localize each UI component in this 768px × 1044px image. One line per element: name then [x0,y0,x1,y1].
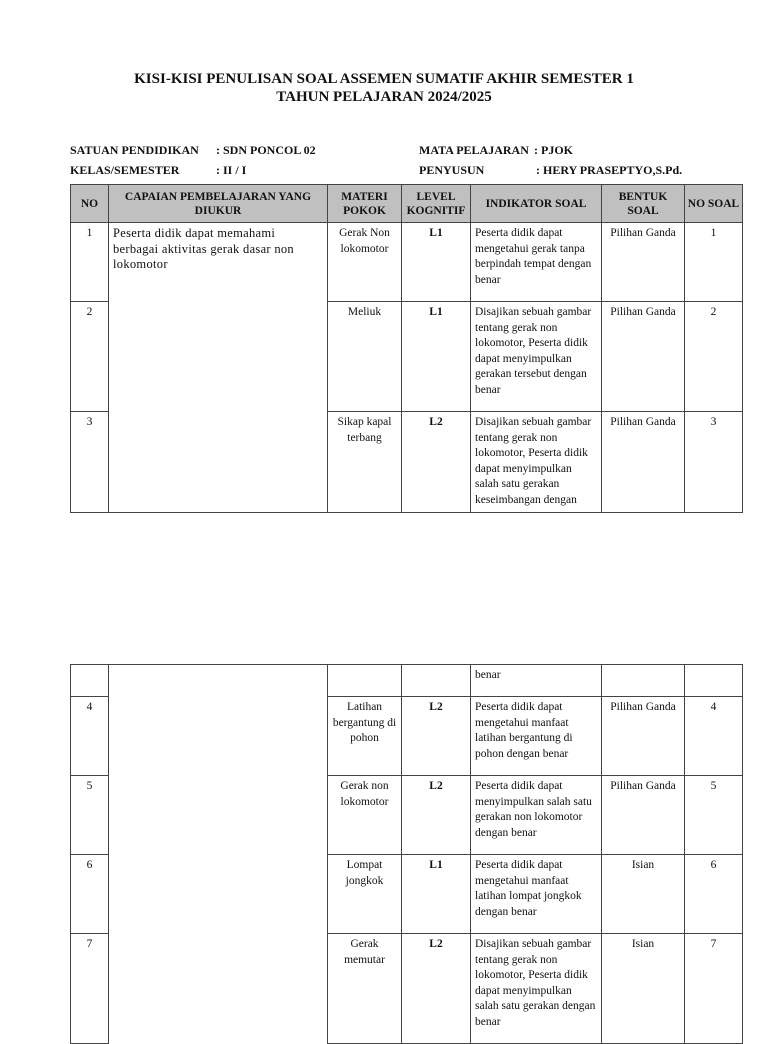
cp-blank-cell [109,776,328,855]
continued-cp-cell [109,665,328,697]
document-title: KISI-KISI PENULISAN SOAL ASSEMEN SUMATIF AKHIR SEMESTER 1 [134,71,634,87]
row-no: 6 [71,855,109,934]
cp-blank-cell [109,934,328,1044]
table-row [71,855,743,934]
row-no: 4 [71,697,109,776]
row-no: 3 [71,412,109,513]
row-materi: Meliuk [328,302,402,412]
table-row [71,223,743,302]
row-materi: Gerak Non lokomotor [328,223,402,302]
row-bentuk: Isian [602,934,685,1044]
row-bentuk: Pilihan Ganda [602,776,685,855]
row-materi: Gerak memutar [328,934,402,1044]
mapel-label: MATA PELAJARAN [419,143,529,157]
row-nosoal: 2 [685,302,743,412]
row-no: 5 [71,776,109,855]
row-materi: Lompat jongkok [328,855,402,934]
header-cp: CAPAIAN PEMBELAJARAN YANG DIUKUR [109,185,328,223]
row-indikator: Peserta didik dapat mengetahui manfaat latihan lompat jongkok dengan benar [471,855,602,934]
header-level: LEVEL KOGNITIF [402,185,471,223]
cp-blank-cell [109,697,328,776]
row-bentuk: Pilihan Ganda [602,302,685,412]
capaian-pembelajaran: Peserta didik dapat memahami berbagai aktivitas gerak dasar non lokomotor [109,223,328,513]
continued-nosoal-cell [685,665,743,697]
continued-indikator: benar [471,665,602,697]
cp-blank-cell [109,855,328,934]
continued-materi-cell [328,665,402,697]
continued-bentuk-cell [602,665,685,697]
table-row [71,776,743,855]
row-level: L2 [402,934,471,1044]
row-nosoal: 1 [685,223,743,302]
continued-level-cell [402,665,471,697]
row-indikator: Disajikan sebuah gambar tentang gerak non lokomotor, Peserta didik dapat menyimpulkan salah satu gerakan dengan benar [471,934,602,1044]
header-indikator: INDIKATOR SOAL [471,185,602,223]
row-level: L1 [402,855,471,934]
continued-no-cell [71,665,109,697]
row-level: L1 [402,302,471,412]
document-subtitle: TAHUN PELAJARAN 2024/2025 [276,89,492,105]
row-materi: Sikap kapal terbang [328,412,402,513]
row-bentuk: Pilihan Ganda [602,412,685,513]
row-level: L2 [402,412,471,513]
row-nosoal: 6 [685,855,743,934]
row-level: L2 [402,776,471,855]
table-row [71,697,743,776]
row-bentuk: Pilihan Ganda [602,697,685,776]
penyusun-label: PENYUSUN [419,163,485,177]
header-no: NO [71,185,109,223]
row-indikator: Peserta didik dapat mengetahui manfaat latihan bergantung di pohon dengan benar [471,697,602,776]
row-nosoal: 4 [685,697,743,776]
table-row-continued [71,665,743,697]
row-level: L1 [402,223,471,302]
satuan-label: SATUAN PENDIDIKAN [70,143,199,157]
row-bentuk: Pilihan Ganda [602,223,685,302]
kelas-value: : II / I [216,163,247,177]
kelas-label: KELAS/SEMESTER [70,163,180,177]
mapel-value: : PJOK [534,143,573,157]
row-materi: Latihan bergantung di pohon [328,697,402,776]
header-materi: MATERI POKOK [328,185,402,223]
row-nosoal: 7 [685,934,743,1044]
row-nosoal: 3 [685,412,743,513]
row-no: 7 [71,934,109,1044]
table-header-row [71,185,743,223]
row-bentuk: Isian [602,855,685,934]
row-indikator: Peserta didik dapat menyimpulkan salah satu gerakan non lokomotor dengan benar [471,776,602,855]
kisi-table-page2 [70,664,743,1044]
row-no: 2 [71,302,109,412]
table-row [71,934,743,1044]
penyusun-value: : HERY PRASEPTYO,S.Pd. [536,163,683,177]
row-indikator: Peserta didik dapat mengetahui gerak tanpa berpindah tempat dengan benar [471,223,602,302]
row-indikator: Disajikan sebuah gambar tentang gerak non lokomotor, Peserta didik dapat menyimpulkan gerakan tersebut dengan benar [471,302,602,412]
header-bentuk: BENTUK SOAL [602,185,685,223]
kisi-table-page1 [70,184,743,513]
row-level: L2 [402,697,471,776]
satuan-value: : SDN PONCOL 02 [216,143,316,157]
header-nosoal: NO SOAL [685,185,743,223]
row-nosoal: 5 [685,776,743,855]
row-indikator: Disajikan sebuah gambar tentang gerak non lokomotor, Peserta didik dapat menyimpulkan salah satu gerakan keseimbangan dengan [471,412,602,513]
row-no: 1 [71,223,109,302]
row-materi: Gerak non lokomotor [328,776,402,855]
